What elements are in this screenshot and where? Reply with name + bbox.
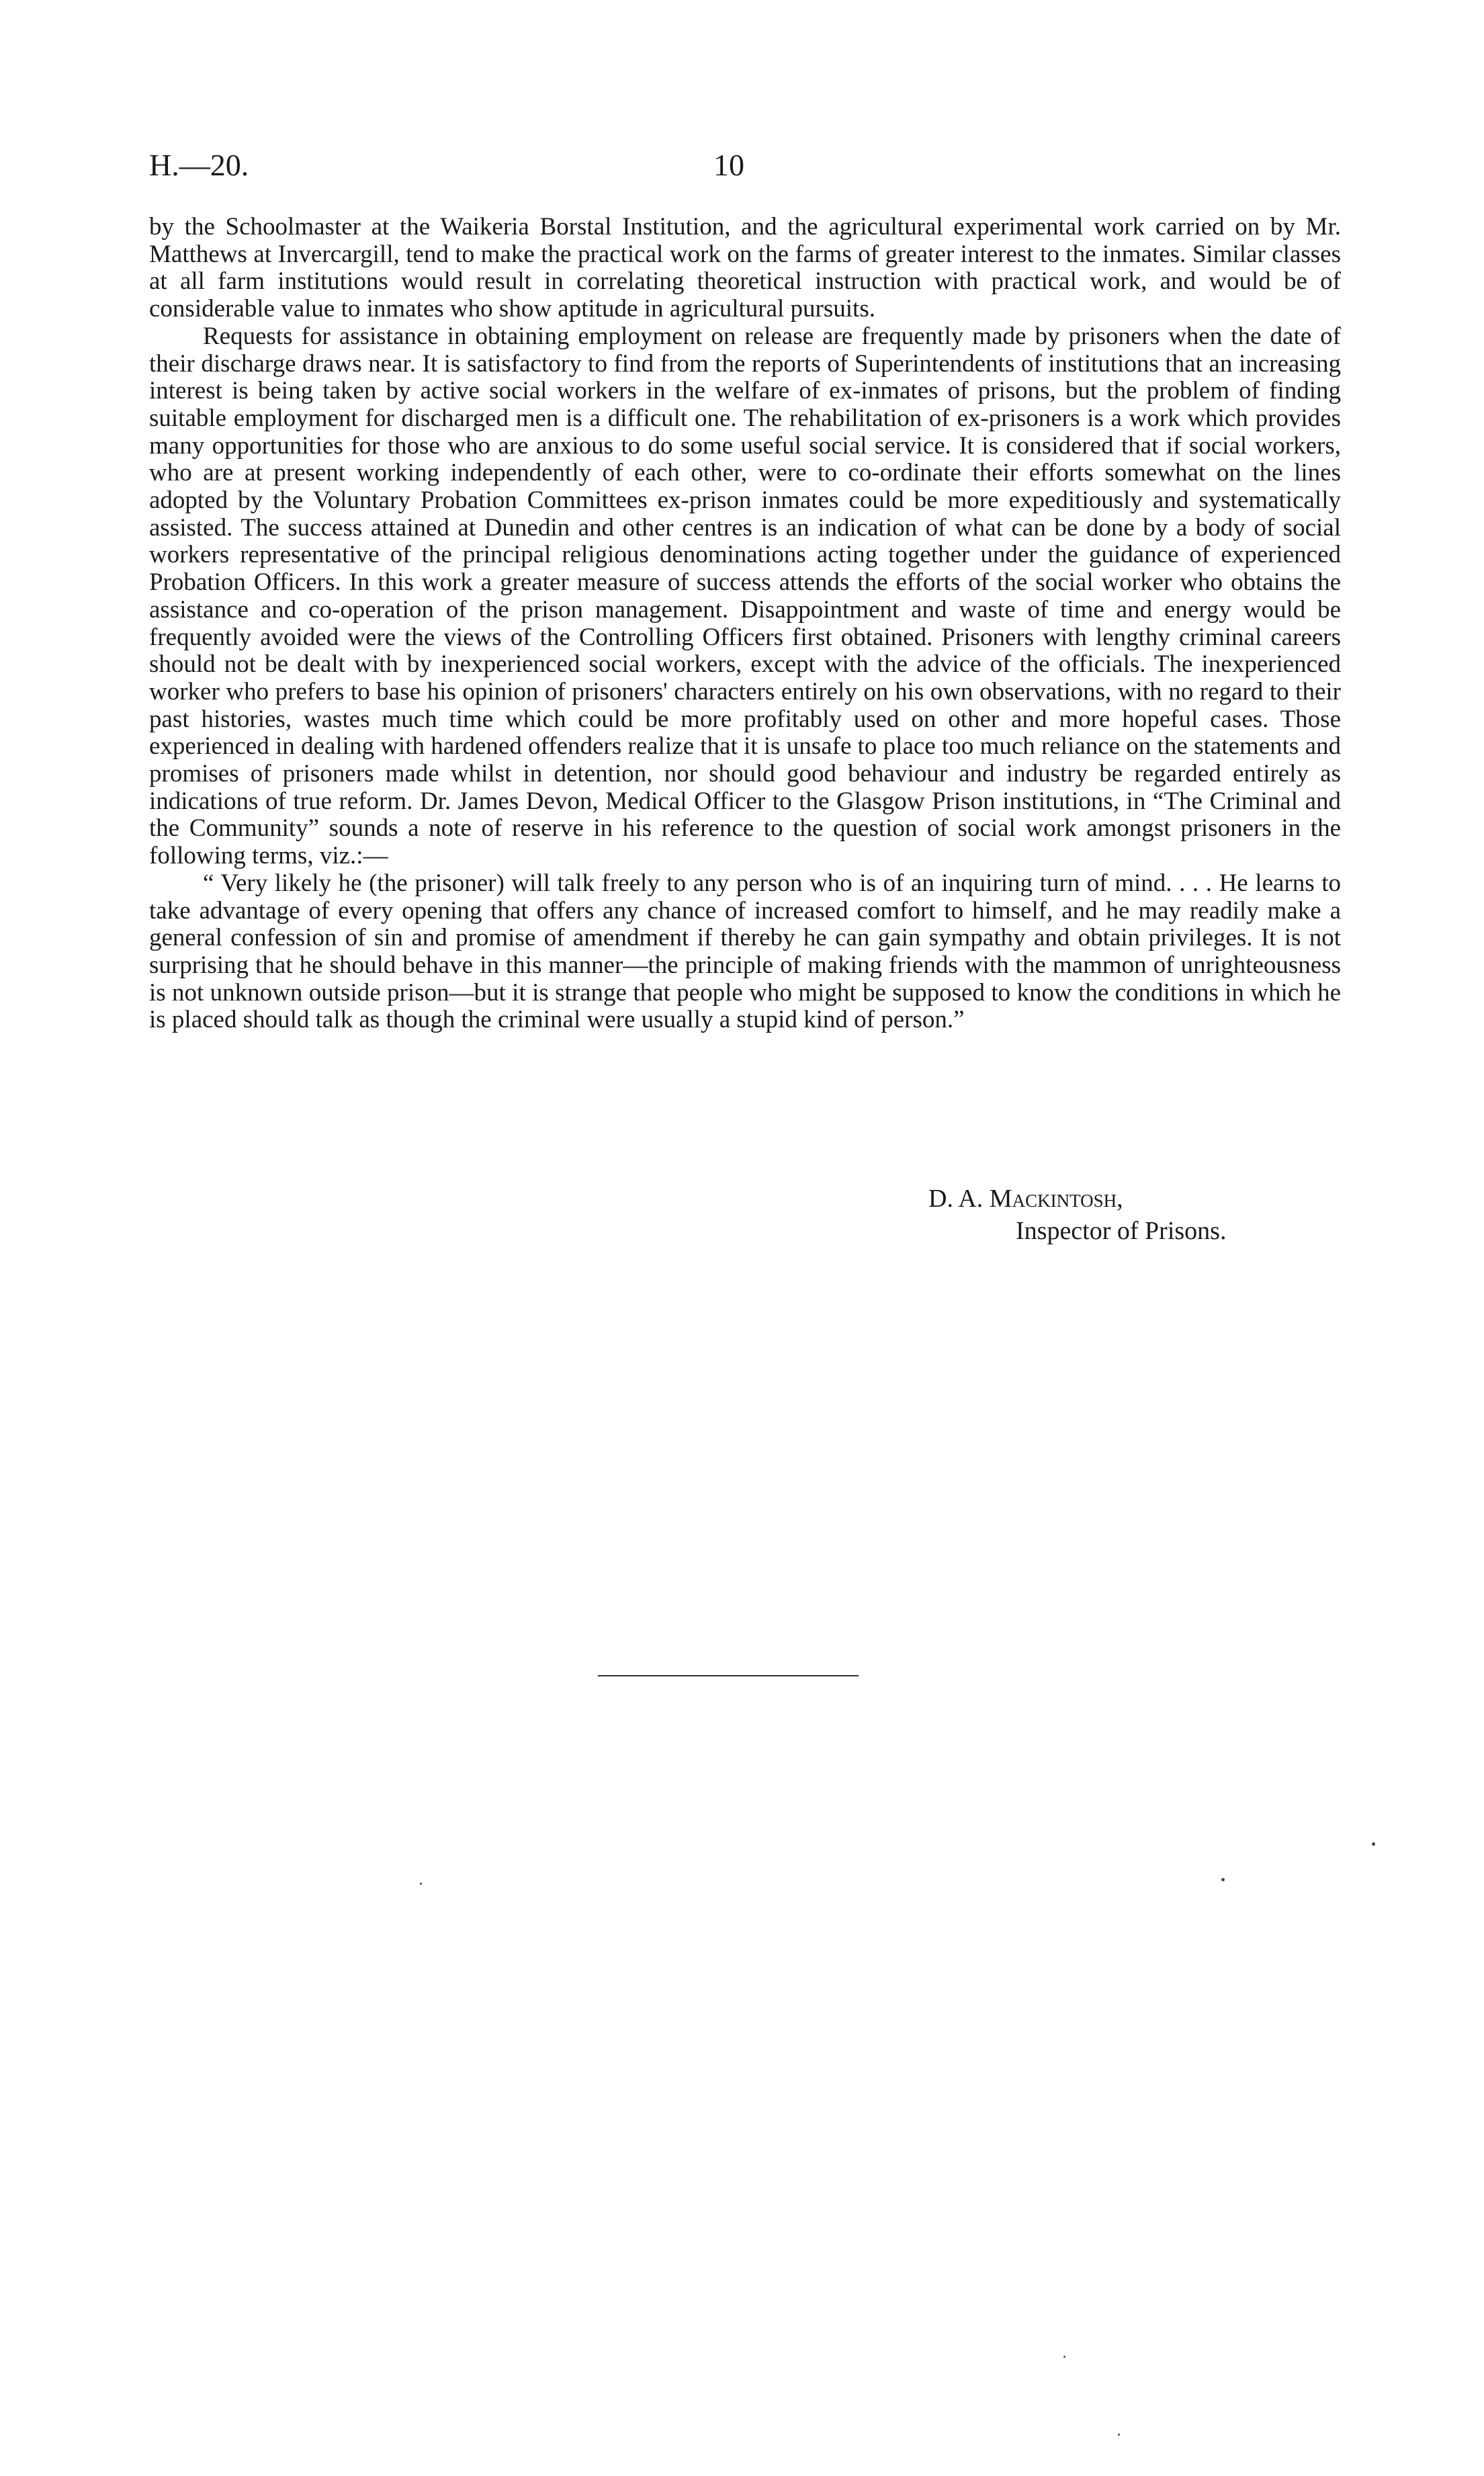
scan-speck — [1221, 1878, 1225, 1881]
scan-speck — [1118, 2434, 1120, 2436]
block-quote: “ Very likely he (the prisoner) will talk freely to any person who is of an inquiring turn of mind. . . . He learns to take advantage of every opening that offers any chance of increased comfort to himself, and he may readily make a general confession of sin and promise of amendment if thereby he can gain sympathy and obtain privileges. It is not surprising that he should behave in this manner—the principle of making friends with the mammon of unrighteousness is not unknown outside prison—but it is strange that people who might be supposed to know the conditions in which he is placed should talk as though the criminal were usually a stupid kind of person.” — [149, 869, 1341, 1034]
signatory-title: Inspector of Prisons. — [1016, 1217, 1227, 1245]
page-number: 10 — [713, 148, 744, 182]
page-header — [149, 145, 1338, 185]
signatory-surname: Mackintosh, — [989, 1185, 1123, 1213]
scan-speck — [1372, 1842, 1375, 1846]
signature-block — [928, 1183, 1345, 1247]
document-reference: H.—20. — [149, 148, 249, 182]
paragraph-employment: Requests for assistance in obtaining employment on release are frequently made by prisoners when the date of their discharge draws near. It is satisfactory to find from the reports of Superintendents of institutions that an increasing interest is being taken by active social workers in the welfare of ex-inmates of prisons, but the problem of finding suitable employment for discharged men is a difficult one. The rehabilitation of ex-prisoners is a work which provides many opportunities for those who are anxious to do some useful social service. It is considered that if social workers, who are at present working independently of each other, were to co-ordinate their efforts somewhat on the lines adopted by the Voluntary Probation Committees ex-prison inmates could be more expeditiously and systematically assisted. The success attained at Dunedin and other centres is an indication of what can be done by a body of social workers representative of the principal religious denominations acting together under the guidance of experienced Probation Officers. In this work a greater measure of success attends the efforts of the social worker who obtains the assistance and co-operation of the prison management. Disappointment and waste of time and energy would be frequently avoided were the views of the Controlling Officers first obtained. Prisoners with lengthy criminal careers should not be dealt with by inexperienced social workers, except with the advice of the officials. The inexperienced worker who prefers to base his opinion of prisoners' characters entirely on his own observations, with no regard to their past histories, wastes much time which could be more profitably used on other and more hopeful cases. Those experienced in dealing with hardened offenders realize that it is unsafe to place too much reliance on the statements and promises of prisoners made whilst in detention, nor should good behaviour and industry be regarded entirely as indications of true reform. Dr. James Devon, Medical Officer to the Glasgow Prison institutions, in “The Criminal and the Community” sounds a note of reserve in his reference to the question of social work amongst prisoners in the following terms, viz.:— — [149, 322, 1341, 870]
closing-rule — [598, 1675, 859, 1676]
scan-speck — [1063, 2356, 1065, 2358]
signatory-name — [928, 1183, 1345, 1215]
scan-speck — [420, 1883, 422, 1885]
body-text — [149, 214, 1341, 1034]
paragraph-continuation: by the Schoolmaster at the Waikeria Borstal Institution, and the agricultural experimental work carried on by Mr. Matthews at Invercargill, tend to make the practical work on the farms of greater interest to the inmates. Similar classes at all farm institutions would result in correlating theoretical instruction with practical work, and would be of considerable value to inmates who show aptitude in agricultural pursuits. — [149, 213, 1341, 323]
signatory-initials: D. A. — [928, 1185, 984, 1213]
